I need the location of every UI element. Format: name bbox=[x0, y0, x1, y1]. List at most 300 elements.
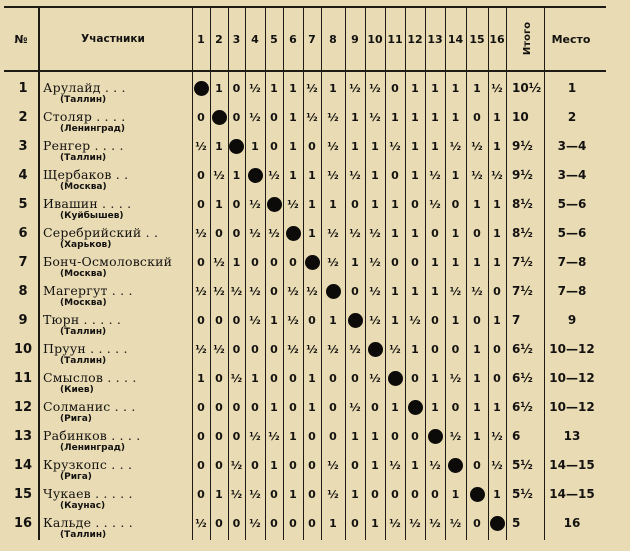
result-cell: 1 bbox=[371, 458, 379, 472]
header-num: № bbox=[14, 32, 28, 46]
player-total: 5½ bbox=[512, 487, 533, 501]
result-cell: 0 bbox=[391, 487, 399, 501]
result-cell: ½ bbox=[268, 429, 280, 443]
result-cell: ½ bbox=[449, 139, 462, 153]
player-place: 3—4 bbox=[557, 139, 587, 153]
result-cell: ½ bbox=[230, 487, 243, 501]
result-cell: 1 bbox=[351, 487, 359, 501]
result-cell: 0 bbox=[289, 458, 297, 472]
player-total: 5½ bbox=[512, 458, 533, 472]
result-cell: 1 bbox=[493, 313, 501, 327]
result-cell: ½ bbox=[491, 81, 503, 95]
total-column-divider bbox=[544, 6, 545, 540]
filled-circle-icon bbox=[470, 487, 485, 502]
result-cell: 1 bbox=[329, 516, 337, 530]
column-header-8: 8 bbox=[329, 32, 337, 46]
result-cell: 0 bbox=[270, 284, 278, 298]
result-cell: 1 bbox=[411, 139, 419, 153]
result-cell: 1 bbox=[411, 342, 419, 356]
player-name: Щербаков . . bbox=[43, 167, 129, 182]
result-cell: 1 bbox=[371, 168, 379, 182]
result-cell: 0 bbox=[232, 226, 241, 240]
player-name: Столяр . . . . bbox=[43, 109, 126, 124]
diagonal-marker bbox=[345, 310, 365, 330]
result-cell: ½ bbox=[349, 168, 361, 182]
result-cell: 0 bbox=[351, 371, 359, 385]
result-column-divider bbox=[488, 6, 489, 540]
result-cell: ½ bbox=[471, 139, 483, 153]
result-cell: 1 bbox=[270, 400, 278, 414]
player-total: 8½ bbox=[512, 197, 533, 211]
number-column-divider bbox=[38, 6, 40, 540]
result-cell: 0 bbox=[197, 197, 205, 211]
player-name: Смыслов . . . . bbox=[43, 370, 137, 385]
result-cell: ½ bbox=[409, 516, 421, 530]
player-name: Кальде . . . . . bbox=[43, 515, 133, 530]
result-cell: ½ bbox=[429, 458, 441, 472]
diagonal-marker bbox=[385, 368, 405, 388]
result-cell: ½ bbox=[491, 168, 503, 182]
player-total: 6½ bbox=[512, 371, 533, 385]
result-column-divider bbox=[425, 6, 426, 540]
result-cell: 1 bbox=[391, 110, 399, 124]
filled-circle-icon bbox=[305, 255, 320, 270]
result-cell: 0 bbox=[308, 429, 316, 443]
diagonal-marker bbox=[192, 78, 210, 98]
result-cell: 0 bbox=[232, 342, 241, 356]
player-total: 10 bbox=[512, 110, 529, 124]
result-cell: 1 bbox=[215, 81, 223, 95]
diagonal-marker bbox=[425, 426, 445, 446]
result-cell: 0 bbox=[270, 110, 278, 124]
diagonal-marker bbox=[245, 165, 265, 185]
result-cell: 1 bbox=[493, 487, 501, 501]
result-cell: 0 bbox=[197, 487, 205, 501]
result-cell: ½ bbox=[349, 81, 361, 95]
result-cell: ½ bbox=[389, 139, 401, 153]
diagonal-marker bbox=[228, 136, 245, 156]
player-name: Ренгер . . . . bbox=[43, 138, 124, 153]
result-cell: 0 bbox=[270, 371, 278, 385]
player-number: 14 bbox=[13, 457, 33, 473]
diagonal-marker bbox=[265, 194, 283, 214]
result-cell: 1 bbox=[493, 400, 501, 414]
result-cell: 0 bbox=[493, 371, 501, 385]
header-participants: Участники bbox=[81, 33, 145, 45]
result-cell: 0 bbox=[251, 342, 259, 356]
result-cell: ½ bbox=[369, 110, 381, 124]
player-place: 10—12 bbox=[549, 342, 595, 356]
filled-circle-icon bbox=[194, 81, 209, 96]
result-cell: 0 bbox=[451, 342, 460, 356]
header-bottom-rule bbox=[4, 70, 606, 72]
result-cell: ½ bbox=[327, 458, 339, 472]
result-column-divider bbox=[228, 6, 229, 540]
result-cell: 1 bbox=[308, 226, 316, 240]
player-total: 7½ bbox=[512, 284, 533, 298]
player-place: 5—6 bbox=[557, 197, 587, 211]
player-name: Бонч-Осмоловский bbox=[43, 254, 173, 269]
result-cell: ½ bbox=[389, 516, 401, 530]
result-cell: 0 bbox=[251, 255, 259, 269]
player-total: 9½ bbox=[512, 139, 533, 153]
result-cell: 1 bbox=[371, 516, 379, 530]
result-cell: 1 bbox=[411, 168, 419, 182]
column-header-6: 6 bbox=[289, 32, 297, 46]
result-cell: 0 bbox=[197, 255, 205, 269]
result-cell: 0 bbox=[431, 226, 439, 240]
result-column-divider bbox=[345, 6, 346, 540]
result-cell: 1 bbox=[431, 139, 439, 153]
result-cell: 0 bbox=[473, 458, 481, 472]
result-cell: 1 bbox=[431, 284, 439, 298]
result-column-divider bbox=[466, 6, 467, 540]
result-cell: 1 bbox=[473, 342, 481, 356]
filled-circle-icon bbox=[388, 371, 403, 386]
player-city: (Рига) bbox=[60, 472, 92, 482]
result-cell: ½ bbox=[230, 371, 243, 385]
result-cell: 1 bbox=[251, 139, 259, 153]
result-cell: 0 bbox=[232, 197, 241, 211]
result-cell: 1 bbox=[473, 81, 481, 95]
player-number: 1 bbox=[18, 80, 28, 96]
result-cell: 1 bbox=[493, 197, 501, 211]
result-cell: 1 bbox=[493, 110, 501, 124]
player-name: Пруун . . . . . bbox=[43, 341, 128, 356]
column-header-14: 14 bbox=[447, 32, 464, 46]
column-header-3: 3 bbox=[232, 32, 241, 46]
column-header-13: 13 bbox=[427, 32, 443, 46]
column-header-5: 5 bbox=[270, 32, 278, 46]
result-cell: ½ bbox=[389, 342, 401, 356]
player-number: 8 bbox=[18, 283, 28, 299]
player-city: (Таллин) bbox=[60, 153, 107, 163]
result-cell: 1 bbox=[289, 139, 297, 153]
player-city: (Таллин) bbox=[60, 327, 107, 337]
result-cell: 0 bbox=[411, 197, 419, 211]
result-cell: 1 bbox=[451, 313, 460, 327]
result-cell: 0 bbox=[391, 429, 399, 443]
result-cell: ½ bbox=[327, 255, 339, 269]
result-cell: 0 bbox=[308, 139, 316, 153]
player-name: Солманис . . . bbox=[43, 399, 136, 414]
filled-circle-icon bbox=[448, 458, 463, 473]
diagonal-marker bbox=[445, 455, 466, 475]
result-cell: 0 bbox=[289, 516, 297, 530]
result-cell: 1 bbox=[351, 429, 359, 443]
result-cell: 1 bbox=[493, 255, 501, 269]
player-place: 9 bbox=[567, 313, 577, 327]
diagonal-marker bbox=[405, 397, 425, 417]
result-cell: 1 bbox=[270, 458, 278, 472]
column-header-7: 7 bbox=[308, 32, 316, 46]
result-cell: ½ bbox=[249, 429, 261, 443]
result-cell: 0 bbox=[391, 255, 399, 269]
result-cell: 0 bbox=[351, 458, 359, 472]
player-place: 3—4 bbox=[557, 168, 587, 182]
result-cell: 0 bbox=[351, 284, 359, 298]
result-cell: 0 bbox=[197, 400, 205, 414]
result-cell: 1 bbox=[391, 226, 399, 240]
result-cell: ½ bbox=[491, 458, 503, 472]
result-cell: 1 bbox=[371, 429, 379, 443]
player-place: 14—15 bbox=[549, 458, 595, 472]
result-cell: 0 bbox=[197, 168, 205, 182]
result-cell: 1 bbox=[431, 371, 439, 385]
result-cell: ½ bbox=[268, 226, 280, 240]
result-cell: 0 bbox=[371, 487, 379, 501]
player-city: (Москва) bbox=[60, 298, 107, 308]
result-cell: 1 bbox=[431, 400, 439, 414]
result-cell: ½ bbox=[249, 226, 261, 240]
result-column-divider bbox=[265, 6, 266, 540]
result-cell: ½ bbox=[449, 371, 462, 385]
player-city: (Москва) bbox=[60, 269, 107, 279]
result-cell: 1 bbox=[215, 487, 223, 501]
result-cell: ½ bbox=[327, 226, 339, 240]
result-cell: ½ bbox=[213, 342, 225, 356]
diagonal-marker bbox=[365, 339, 385, 359]
result-cell: 1 bbox=[431, 255, 439, 269]
player-name: Арулайд . . . bbox=[43, 80, 126, 95]
filled-circle-icon bbox=[348, 313, 363, 328]
player-total: 6 bbox=[512, 429, 521, 443]
result-cell: 1 bbox=[473, 255, 481, 269]
result-cell: ½ bbox=[249, 110, 261, 124]
result-cell: ½ bbox=[327, 168, 339, 182]
player-number: 16 bbox=[13, 515, 33, 531]
result-cell: 1 bbox=[251, 371, 259, 385]
result-cell: 0 bbox=[351, 516, 359, 530]
result-cell: ½ bbox=[249, 516, 261, 530]
result-column-divider bbox=[303, 6, 304, 540]
player-city: (Рига) bbox=[60, 414, 92, 424]
result-cell: ½ bbox=[369, 81, 381, 95]
column-header-11: 11 bbox=[387, 32, 403, 46]
result-cell: 1 bbox=[473, 429, 481, 443]
result-cell: 1 bbox=[451, 487, 460, 501]
player-number: 4 bbox=[18, 167, 28, 183]
player-total: 8½ bbox=[512, 226, 533, 240]
result-cell: 0 bbox=[289, 400, 297, 414]
player-number: 10 bbox=[13, 341, 33, 357]
column-header-15: 15 bbox=[469, 32, 485, 46]
result-cell: 1 bbox=[289, 168, 297, 182]
header-total: Итого bbox=[522, 21, 534, 55]
result-cell: 1 bbox=[451, 226, 460, 240]
result-cell: 0 bbox=[215, 429, 223, 443]
result-cell: ½ bbox=[213, 284, 225, 298]
player-place: 16 bbox=[563, 516, 581, 530]
result-cell: 1 bbox=[431, 81, 439, 95]
result-cell: ½ bbox=[389, 458, 401, 472]
player-place: 10—12 bbox=[549, 371, 595, 385]
result-cell: 1 bbox=[451, 81, 460, 95]
table-top-rule bbox=[4, 6, 606, 8]
result-cell: ½ bbox=[369, 284, 381, 298]
result-cell: 0 bbox=[289, 371, 297, 385]
result-cell: 0 bbox=[451, 400, 460, 414]
result-column-divider bbox=[245, 6, 246, 540]
result-cell: ½ bbox=[471, 284, 483, 298]
result-cell: 1 bbox=[329, 313, 337, 327]
result-cell: 0 bbox=[251, 458, 259, 472]
result-cell: ½ bbox=[349, 226, 361, 240]
result-cell: 0 bbox=[371, 400, 379, 414]
player-number: 6 bbox=[18, 225, 28, 241]
result-column-divider bbox=[506, 6, 507, 540]
result-cell: 1 bbox=[411, 226, 419, 240]
result-cell: 0 bbox=[329, 400, 337, 414]
result-cell: ½ bbox=[306, 284, 318, 298]
player-number: 15 bbox=[13, 486, 33, 502]
result-cell: 0 bbox=[197, 458, 205, 472]
result-cell: 1 bbox=[289, 487, 297, 501]
player-place: 7—8 bbox=[557, 284, 587, 298]
result-column-divider bbox=[283, 6, 284, 540]
result-cell: 0 bbox=[232, 313, 241, 327]
player-total: 7½ bbox=[512, 255, 533, 269]
player-place: 5—6 bbox=[557, 226, 587, 240]
result-cell: 1 bbox=[451, 168, 460, 182]
result-cell: 0 bbox=[411, 487, 419, 501]
result-cell: 1 bbox=[451, 255, 460, 269]
result-cell: ½ bbox=[195, 284, 207, 298]
result-cell: ½ bbox=[449, 516, 462, 530]
filled-circle-icon bbox=[368, 342, 383, 357]
result-cell: ½ bbox=[195, 139, 207, 153]
result-cell: ½ bbox=[213, 168, 225, 182]
filled-circle-icon bbox=[326, 284, 341, 299]
result-cell: 0 bbox=[232, 429, 241, 443]
result-cell: 1 bbox=[391, 197, 399, 211]
result-cell: 1 bbox=[351, 139, 359, 153]
result-cell: 0 bbox=[493, 284, 501, 298]
player-name: Ивашин . . . . bbox=[43, 196, 132, 211]
filled-circle-icon bbox=[408, 400, 423, 415]
result-cell: ½ bbox=[213, 255, 225, 269]
filled-circle-icon bbox=[428, 429, 443, 444]
player-place: 13 bbox=[563, 429, 581, 443]
diagonal-marker bbox=[488, 513, 506, 533]
result-cell: 0 bbox=[329, 371, 337, 385]
result-cell: 1 bbox=[473, 371, 481, 385]
result-cell: 1 bbox=[371, 197, 379, 211]
diagonal-marker bbox=[283, 223, 303, 243]
player-city: (Ленинград) bbox=[60, 443, 126, 453]
result-cell: ½ bbox=[249, 81, 261, 95]
result-cell: 0 bbox=[411, 371, 419, 385]
column-header-9: 9 bbox=[351, 32, 359, 46]
player-total: 5 bbox=[512, 516, 521, 530]
player-total: 7 bbox=[512, 313, 521, 327]
player-number: 3 bbox=[18, 138, 28, 154]
result-cell: 1 bbox=[308, 400, 316, 414]
result-cell: 0 bbox=[351, 197, 359, 211]
result-cell: ½ bbox=[230, 284, 243, 298]
result-cell: 1 bbox=[391, 284, 399, 298]
player-place: 1 bbox=[567, 81, 577, 95]
result-cell: 0 bbox=[308, 487, 316, 501]
diagonal-marker bbox=[303, 252, 321, 272]
result-cell: 0 bbox=[391, 168, 399, 182]
result-cell: 1 bbox=[451, 110, 460, 124]
player-name: Серебрийский . . bbox=[43, 225, 159, 240]
player-city: (Каунас) bbox=[60, 501, 106, 511]
result-cell: ½ bbox=[429, 168, 441, 182]
header-place: Место bbox=[551, 32, 591, 46]
result-cell: ½ bbox=[409, 313, 421, 327]
result-cell: 0 bbox=[411, 429, 419, 443]
result-cell: ½ bbox=[249, 313, 261, 327]
result-cell: 0 bbox=[197, 429, 205, 443]
result-cell: 0 bbox=[308, 458, 316, 472]
player-name: Рабинков . . . . bbox=[43, 428, 141, 443]
player-name: Магергут . . . bbox=[43, 283, 133, 298]
player-total: 10½ bbox=[512, 81, 542, 95]
result-cell: ½ bbox=[327, 342, 339, 356]
result-cell: 0 bbox=[215, 516, 223, 530]
column-header-10: 10 bbox=[367, 32, 383, 46]
result-cell: ½ bbox=[471, 168, 483, 182]
result-cell: 0 bbox=[473, 313, 481, 327]
result-cell: 1 bbox=[232, 168, 241, 182]
result-cell: ½ bbox=[449, 429, 462, 443]
filled-circle-icon bbox=[267, 197, 282, 212]
result-cell: 1 bbox=[308, 371, 316, 385]
column-header-4: 4 bbox=[251, 32, 259, 46]
result-cell: 1 bbox=[289, 429, 297, 443]
result-cell: 1 bbox=[197, 371, 205, 385]
result-cell: 0 bbox=[270, 516, 278, 530]
result-cell: 0 bbox=[493, 342, 501, 356]
result-cell: 1 bbox=[270, 81, 278, 95]
result-cell: ½ bbox=[349, 400, 361, 414]
result-cell: 0 bbox=[270, 487, 278, 501]
result-cell: 1 bbox=[308, 197, 316, 211]
result-cell: 1 bbox=[329, 197, 337, 211]
result-cell: 1 bbox=[391, 400, 399, 414]
player-number: 2 bbox=[18, 109, 28, 125]
player-city: (Таллин) bbox=[60, 356, 107, 366]
result-cell: 0 bbox=[431, 342, 439, 356]
result-cell: 0 bbox=[431, 487, 439, 501]
result-cell: 1 bbox=[411, 81, 419, 95]
result-cell: 1 bbox=[329, 81, 337, 95]
result-column-divider bbox=[210, 6, 211, 540]
result-cell: 0 bbox=[197, 110, 205, 124]
result-cell: ½ bbox=[287, 197, 299, 211]
player-total: 9½ bbox=[512, 168, 533, 182]
result-cell: 0 bbox=[270, 139, 278, 153]
filled-circle-icon bbox=[212, 110, 227, 125]
result-cell: 1 bbox=[391, 313, 399, 327]
result-cell: 1 bbox=[270, 313, 278, 327]
player-number: 13 bbox=[13, 428, 33, 444]
result-cell: 0 bbox=[329, 429, 337, 443]
column-header-2: 2 bbox=[215, 32, 223, 46]
result-cell: 1 bbox=[473, 400, 481, 414]
diagonal-marker bbox=[321, 281, 345, 301]
result-cell: 1 bbox=[431, 110, 439, 124]
result-cell: 1 bbox=[493, 139, 501, 153]
result-cell: 1 bbox=[215, 139, 223, 153]
result-column-divider bbox=[405, 6, 406, 540]
player-total: 6½ bbox=[512, 342, 533, 356]
result-cell: ½ bbox=[369, 255, 381, 269]
result-column-divider bbox=[192, 6, 193, 540]
result-cell: ½ bbox=[449, 284, 462, 298]
